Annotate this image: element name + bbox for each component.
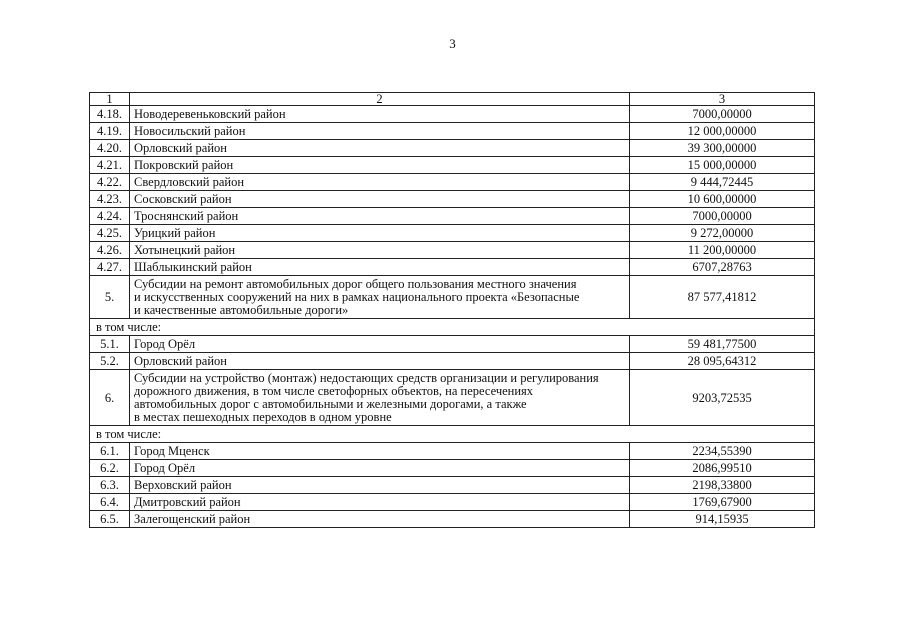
row-name: Урицкий район (130, 225, 630, 242)
row-name: Город Мценск (130, 443, 630, 460)
section-description-line: в местах пешеходных переходов в одном уровне (134, 410, 392, 424)
row-value: 7000,00000 (630, 106, 815, 123)
row-value: 11 200,00000 (630, 242, 815, 259)
table-row (90, 140, 815, 157)
table-row (90, 353, 815, 370)
row-number: 4.24. (90, 208, 130, 225)
section-description-line: и качественные автомобильные дороги» (134, 303, 349, 317)
row-number: 6.3. (90, 477, 130, 494)
row-value: 914,15935 (630, 511, 815, 528)
row-value: 9 272,00000 (630, 225, 815, 242)
row-value: 6707,28763 (630, 259, 815, 276)
subheading-row (90, 319, 815, 336)
row-value: 59 481,77500 (630, 336, 815, 353)
table-row (90, 174, 815, 191)
table-row (90, 259, 815, 276)
section-description (130, 370, 630, 426)
table-row (90, 460, 815, 477)
table-row (90, 443, 815, 460)
row-value: 9203,72535 (630, 370, 815, 426)
section-row-6 (90, 370, 815, 426)
table-row (90, 157, 815, 174)
section-description-line: и искусственных сооружений на них в рамках национального проекта «Безопасные (134, 290, 580, 304)
row-name: Верховский район (130, 477, 630, 494)
row-name: Хотынецкий район (130, 242, 630, 259)
row-number: 6.2. (90, 460, 130, 477)
page-number: 3 (449, 36, 456, 51)
table-row (90, 123, 815, 140)
column-header-2: 2 (130, 93, 630, 106)
row-name: Троснянский район (130, 208, 630, 225)
row-number: 4.27. (90, 259, 130, 276)
section-description-line: Субсидии на устройство (монтаж) недостающих средств организации и регулирования (134, 371, 599, 385)
subsidy-table (89, 92, 815, 528)
row-value: 39 300,00000 (630, 140, 815, 157)
row-number: 6.4. (90, 494, 130, 511)
section-description-line: Субсидии на ремонт автомобильных дорог общего пользования местного значения (134, 277, 577, 291)
row-name: Покровский район (130, 157, 630, 174)
table-header-row (90, 93, 815, 106)
section-description (130, 276, 630, 319)
section-row-5 (90, 276, 815, 319)
row-value: 9 444,72445 (630, 174, 815, 191)
including-label: в том числе: (90, 426, 815, 443)
row-value: 1769,67900 (630, 494, 815, 511)
table-row (90, 336, 815, 353)
row-name: Новосильский район (130, 123, 630, 140)
row-value: 87 577,41812 (630, 276, 815, 319)
subheading-row (90, 426, 815, 443)
including-label: в том числе: (90, 319, 815, 336)
row-name: Орловский район (130, 353, 630, 370)
row-number: 6.1. (90, 443, 130, 460)
row-number: 4.18. (90, 106, 130, 123)
row-value: 28 095,64312 (630, 353, 815, 370)
row-number: 4.25. (90, 225, 130, 242)
table-row (90, 242, 815, 259)
row-value: 7000,00000 (630, 208, 815, 225)
table-row (90, 477, 815, 494)
row-name: Город Орёл (130, 336, 630, 353)
column-header-1: 1 (90, 93, 130, 106)
row-number: 4.22. (90, 174, 130, 191)
row-number: 6. (90, 370, 130, 426)
section-description-line: автомобильных дорог с автомобильными и железными дорогами, а также (134, 397, 527, 411)
table-row (90, 191, 815, 208)
row-number: 4.26. (90, 242, 130, 259)
row-value: 2234,55390 (630, 443, 815, 460)
row-number: 4.23. (90, 191, 130, 208)
table-row (90, 208, 815, 225)
table-row (90, 225, 815, 242)
row-name: Орловский район (130, 140, 630, 157)
row-name: Сосковский район (130, 191, 630, 208)
row-number: 5. (90, 276, 130, 319)
row-value: 2198,33800 (630, 477, 815, 494)
row-name: Новодеревеньковский район (130, 106, 630, 123)
row-value: 10 600,00000 (630, 191, 815, 208)
section-description-line: дорожного движения, в том числе светофорных объектов, на пересечениях (134, 384, 534, 398)
row-name: Свердловский район (130, 174, 630, 191)
row-value: 15 000,00000 (630, 157, 815, 174)
row-name: Залегощенский район (130, 511, 630, 528)
row-number: 5.2. (90, 353, 130, 370)
row-value: 12 000,00000 (630, 123, 815, 140)
row-number: 4.20. (90, 140, 130, 157)
row-number: 4.19. (90, 123, 130, 140)
row-name: Город Орёл (130, 460, 630, 477)
row-number: 5.1. (90, 336, 130, 353)
table-row (90, 511, 815, 528)
row-name: Шаблыкинский район (130, 259, 630, 276)
column-header-3: 3 (630, 93, 815, 106)
row-name: Дмитровский район (130, 494, 630, 511)
row-number: 4.21. (90, 157, 130, 174)
row-number: 6.5. (90, 511, 130, 528)
table-row (90, 106, 815, 123)
table-row (90, 494, 815, 511)
row-value: 2086,99510 (630, 460, 815, 477)
